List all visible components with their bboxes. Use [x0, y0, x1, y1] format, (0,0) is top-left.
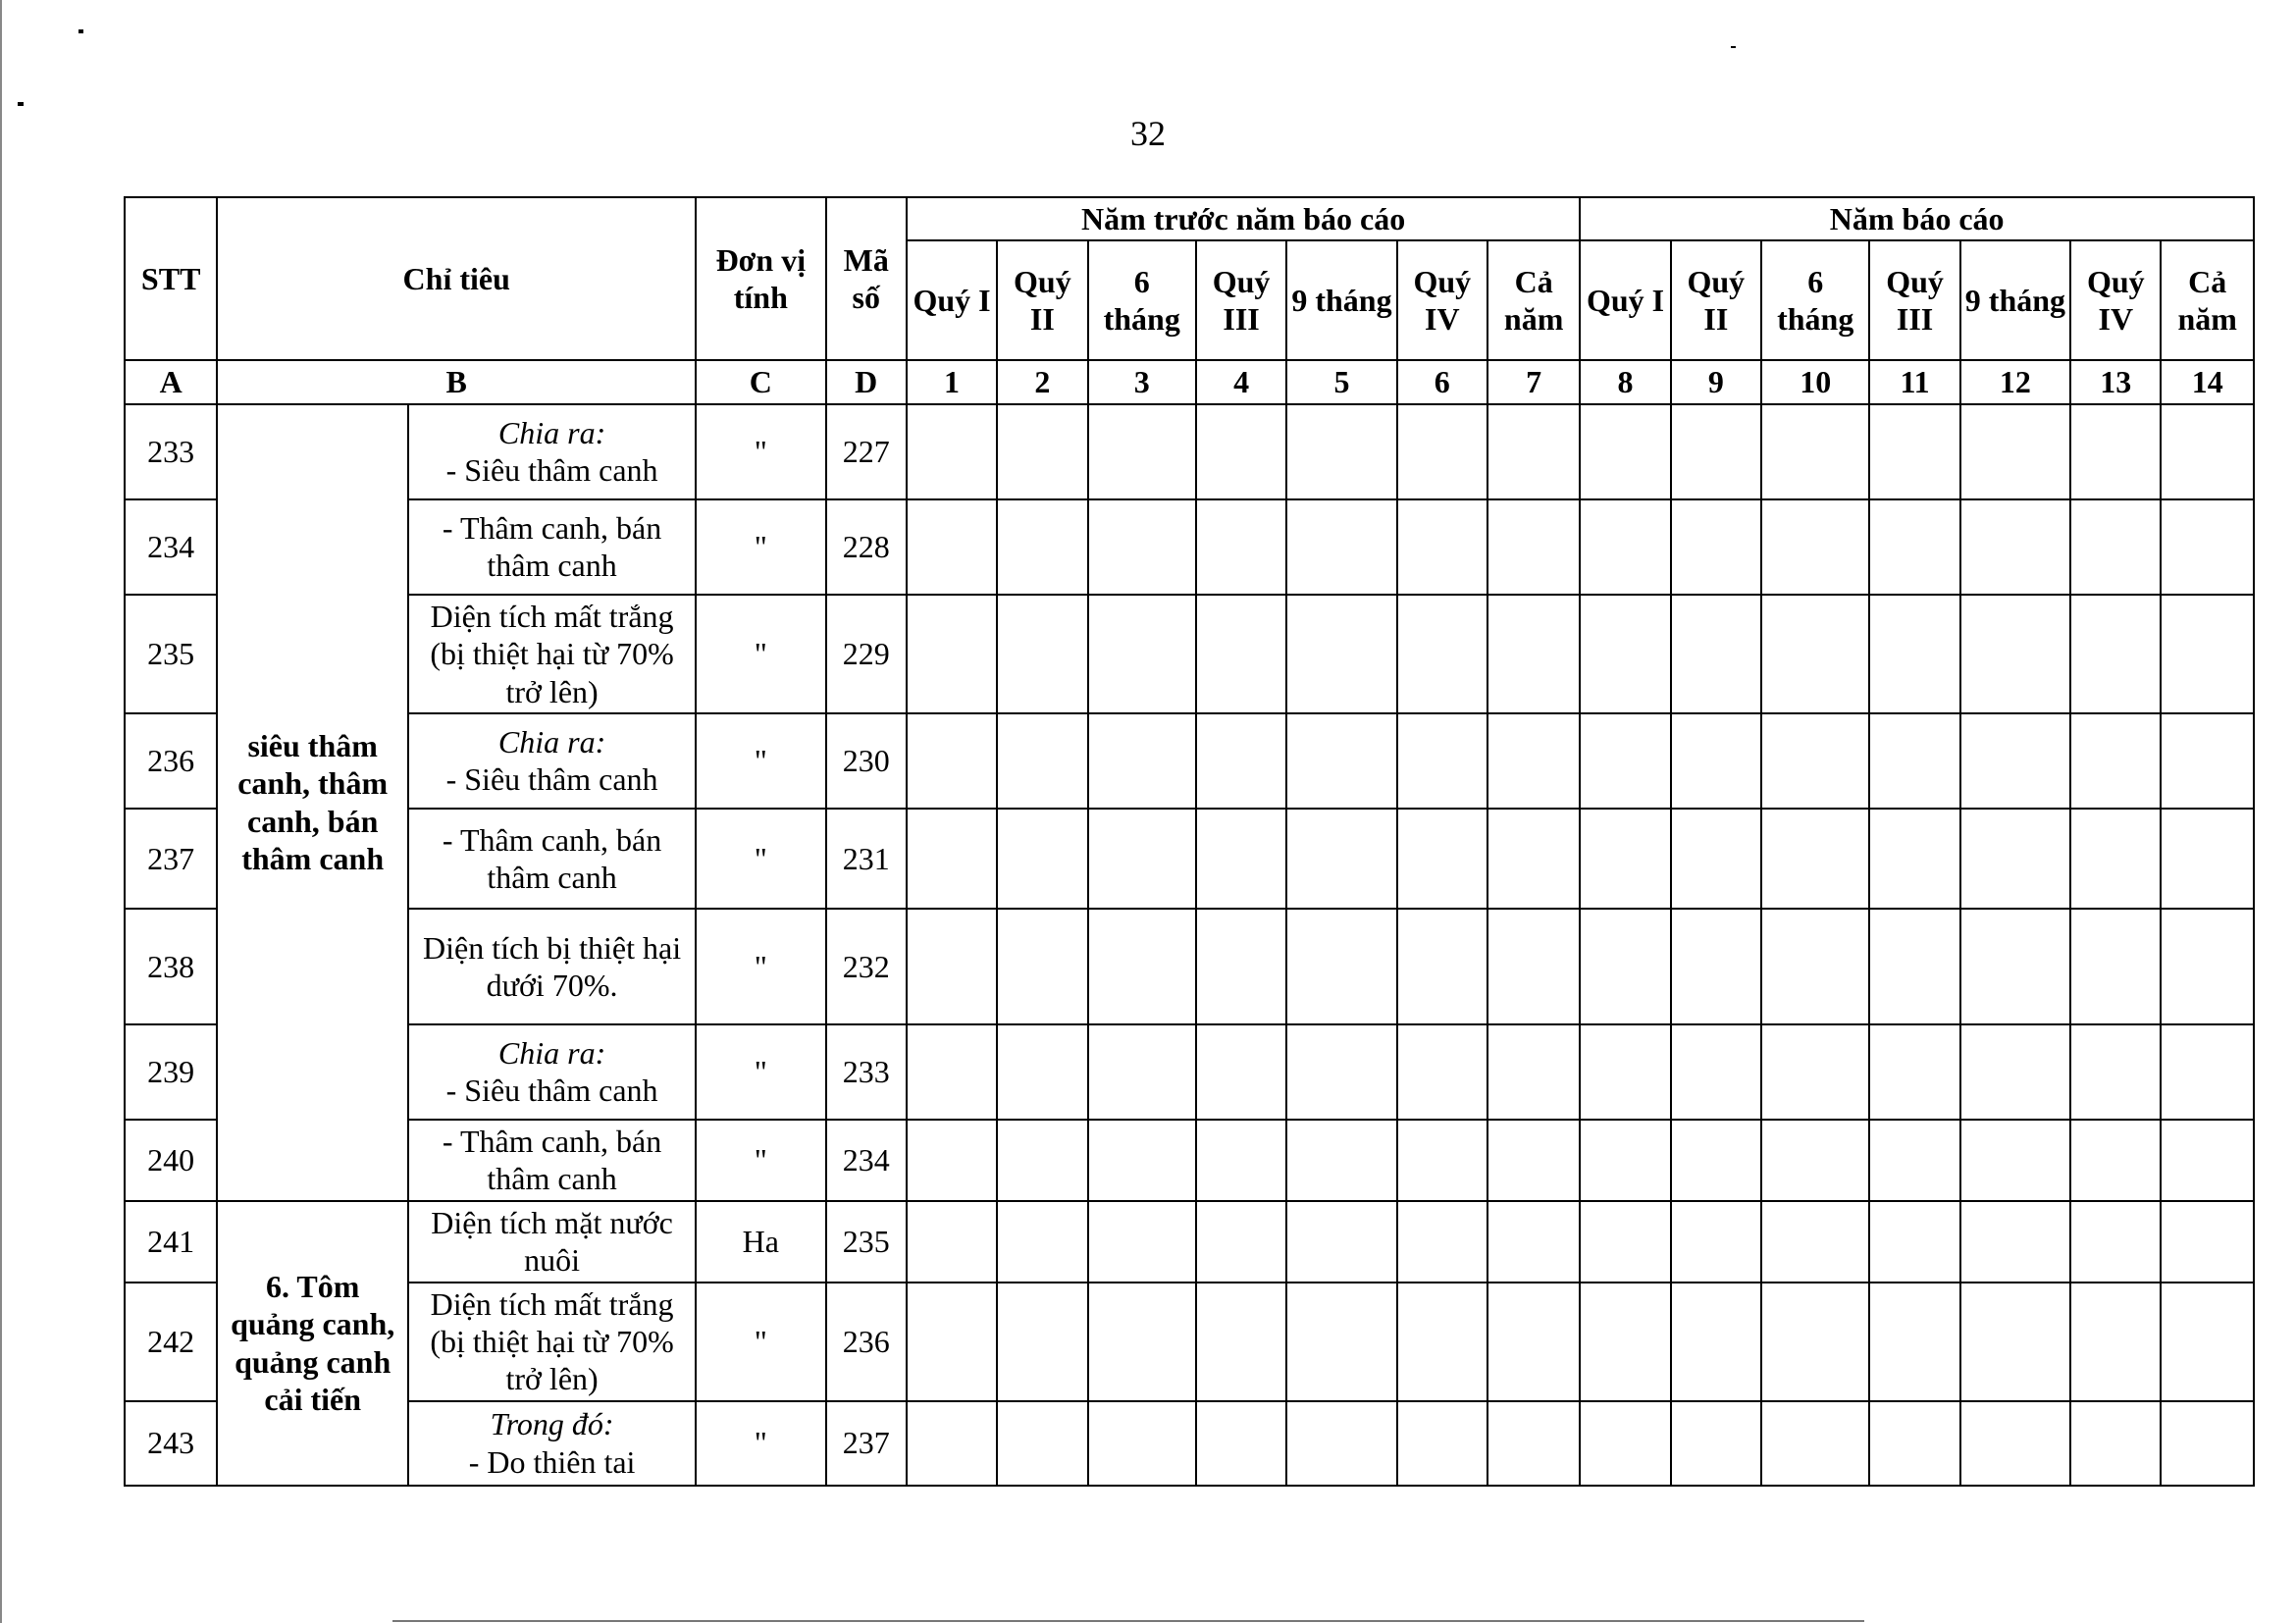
value-cell[interactable]: [1960, 1024, 2070, 1120]
value-cell[interactable]: [907, 1401, 997, 1486]
indicator-text: - Thâm canh, bán thâm canh: [442, 1123, 662, 1197]
value-cell[interactable]: [1286, 404, 1396, 499]
value-cell[interactable]: [1196, 909, 1286, 1024]
value-cell[interactable]: [1397, 404, 1487, 499]
value-cell[interactable]: [1580, 499, 1670, 595]
row-code: 230: [826, 713, 907, 809]
value-cell[interactable]: [1397, 1401, 1487, 1486]
group-label: siêu thâm canh, thâm canh, bán thâm canh: [217, 404, 408, 1201]
row-unit: ": [696, 595, 825, 713]
value-cell[interactable]: [1088, 1283, 1196, 1401]
header-period: Quý II: [997, 240, 1087, 360]
row-stt: 241: [125, 1201, 217, 1283]
value-cell[interactable]: [1487, 909, 1580, 1024]
value-cell[interactable]: [1487, 1201, 1580, 1283]
value-cell[interactable]: [907, 713, 997, 809]
value-cell[interactable]: [1196, 809, 1286, 909]
indicator-text: - Thâm canh, bán thâm canh: [442, 509, 662, 584]
row-stt: 242: [125, 1283, 217, 1401]
table-row: [125, 404, 2254, 499]
value-cell[interactable]: [1088, 909, 1196, 1024]
value-cell[interactable]: [1869, 1283, 1959, 1401]
value-cell[interactable]: [907, 404, 997, 499]
indicator-text: Diện tích mất trắng (bị thiệt hại từ 70% trở lên): [430, 1285, 674, 1397]
value-cell[interactable]: [1761, 1024, 1869, 1120]
value-cell[interactable]: [1869, 909, 1959, 1024]
value-cell[interactable]: [1761, 1283, 1869, 1401]
value-cell[interactable]: [2161, 1024, 2254, 1120]
value-cell[interactable]: [1196, 1401, 1286, 1486]
value-cell[interactable]: [1397, 1120, 1487, 1201]
row-code: 227: [826, 404, 907, 499]
value-cell[interactable]: [1487, 1283, 1580, 1401]
value-cell[interactable]: [907, 1024, 997, 1120]
row-unit: ": [696, 1024, 825, 1120]
value-cell[interactable]: [1487, 1401, 1580, 1486]
value-cell[interactable]: [1088, 1201, 1196, 1283]
value-cell[interactable]: [1397, 809, 1487, 909]
value-cell[interactable]: [1960, 595, 2070, 713]
row-indicator: [408, 1283, 696, 1401]
value-cell[interactable]: [2161, 809, 2254, 909]
value-cell[interactable]: [997, 713, 1087, 809]
value-cell[interactable]: [1671, 1283, 1761, 1401]
value-cell[interactable]: [1869, 499, 1959, 595]
row-unit: ": [696, 1283, 825, 1401]
value-cell[interactable]: [2161, 499, 2254, 595]
header-period: Quý IV: [1397, 240, 1487, 360]
header-period: 6 tháng: [1761, 240, 1869, 360]
row-code: 237: [826, 1401, 907, 1486]
header-period: Quý I: [907, 240, 997, 360]
value-cell[interactable]: [2070, 1201, 2161, 1283]
value-cell[interactable]: [1196, 1283, 1286, 1401]
value-cell[interactable]: [1196, 713, 1286, 809]
value-cell[interactable]: [1286, 595, 1396, 713]
value-cell[interactable]: [1487, 713, 1580, 809]
column-letter: C: [696, 360, 825, 403]
value-cell[interactable]: [1286, 1401, 1396, 1486]
column-letter: 10: [1761, 360, 1869, 403]
value-cell[interactable]: [1761, 595, 1869, 713]
row-indicator: [408, 713, 696, 809]
row-unit: Ha: [696, 1201, 825, 1283]
row-indicator: [408, 404, 696, 499]
value-cell[interactable]: [1286, 499, 1396, 595]
value-cell[interactable]: [1088, 713, 1196, 809]
value-cell[interactable]: [907, 1120, 997, 1201]
header-period: Cả năm: [1487, 240, 1580, 360]
value-cell[interactable]: [1196, 1201, 1286, 1283]
row-indicator: [408, 809, 696, 909]
value-cell[interactable]: [1671, 595, 1761, 713]
value-cell[interactable]: [1487, 499, 1580, 595]
indicator-text: Diện tích bị thiệt hại dưới 70%.: [423, 929, 682, 1003]
value-cell[interactable]: [997, 1120, 1087, 1201]
column-letter: 1: [907, 360, 997, 403]
value-cell[interactable]: [997, 909, 1087, 1024]
value-cell[interactable]: [1869, 1024, 1959, 1120]
row-stt: 238: [125, 909, 217, 1024]
value-cell[interactable]: [1196, 595, 1286, 713]
value-cell[interactable]: [2161, 1120, 2254, 1201]
indicator-text: - Siêu thâm canh: [445, 1073, 658, 1109]
header-period: Quý II: [1671, 240, 1761, 360]
value-cell[interactable]: [1671, 1120, 1761, 1201]
header-stt: STT: [125, 197, 217, 360]
value-cell[interactable]: [1088, 499, 1196, 595]
value-cell[interactable]: [1286, 809, 1396, 909]
group-label: 6. Tôm quảng canh, quảng canh cải tiến: [217, 1201, 408, 1486]
value-cell[interactable]: [1869, 1120, 1959, 1201]
row-indicator: [408, 909, 696, 1024]
value-cell[interactable]: [1580, 1024, 1670, 1120]
table-row: [125, 499, 2254, 595]
value-cell[interactable]: [2070, 1120, 2161, 1201]
value-cell[interactable]: [1580, 1401, 1670, 1486]
column-letter: 9: [1671, 360, 1761, 403]
indicator-text: Diện tích mất trắng (bị thiệt hại từ 70% trở lên): [430, 598, 674, 709]
value-cell[interactable]: [1580, 1283, 1670, 1401]
value-cell[interactable]: [1671, 1401, 1761, 1486]
header-chi-tieu: Chỉ tiêu: [217, 197, 696, 360]
value-cell[interactable]: [1869, 1201, 1959, 1283]
value-cell[interactable]: [1487, 1120, 1580, 1201]
value-cell[interactable]: [997, 404, 1087, 499]
value-cell[interactable]: [1286, 1024, 1396, 1120]
value-cell[interactable]: [1580, 404, 1670, 499]
scan-speck: [1731, 46, 1736, 48]
row-stt: 234: [125, 499, 217, 595]
value-cell[interactable]: [1196, 499, 1286, 595]
row-stt: 243: [125, 1401, 217, 1486]
scan-speck: [78, 29, 83, 33]
value-cell[interactable]: [1487, 595, 1580, 713]
row-stt: 237: [125, 809, 217, 909]
row-code: 231: [826, 809, 907, 909]
table-row: [125, 1283, 2254, 1401]
row-indicator: [408, 1120, 696, 1201]
value-cell[interactable]: [1960, 909, 2070, 1024]
value-cell[interactable]: [997, 809, 1087, 909]
row-code: 234: [826, 1120, 907, 1201]
value-cell[interactable]: [1671, 909, 1761, 1024]
value-cell[interactable]: [1960, 1201, 2070, 1283]
row-unit: ": [696, 404, 825, 499]
indicator-text: - Siêu thâm canh: [445, 761, 658, 798]
value-cell[interactable]: [1088, 1120, 1196, 1201]
table-row: [125, 713, 2254, 809]
row-indicator: [408, 499, 696, 595]
table-row: [125, 909, 2254, 1024]
header-period: Quý III: [1196, 240, 1286, 360]
table-row: [125, 1201, 2254, 1283]
value-cell[interactable]: [1761, 499, 1869, 595]
value-cell[interactable]: [1960, 1120, 2070, 1201]
value-cell[interactable]: [1286, 1120, 1396, 1201]
header-don-vi-tinh: Đơn vị tính: [696, 197, 825, 360]
row-indicator: [408, 1201, 696, 1283]
value-cell[interactable]: [1397, 595, 1487, 713]
value-cell[interactable]: [1671, 404, 1761, 499]
value-cell[interactable]: [1960, 809, 2070, 909]
value-cell[interactable]: [1088, 1024, 1196, 1120]
indicator-text: Diện tích mặt nước nuôi: [431, 1204, 673, 1279]
value-cell[interactable]: [2161, 595, 2254, 713]
value-cell[interactable]: [1196, 404, 1286, 499]
value-cell[interactable]: [1580, 1201, 1670, 1283]
value-cell[interactable]: [1397, 1201, 1487, 1283]
value-cell[interactable]: [2070, 1283, 2161, 1401]
value-cell[interactable]: [1671, 713, 1761, 809]
value-cell[interactable]: [1580, 809, 1670, 909]
indicator-intro: Chia ra:: [497, 414, 606, 450]
row-unit: ": [696, 499, 825, 595]
value-cell[interactable]: [1761, 1401, 1869, 1486]
value-cell[interactable]: [997, 1024, 1087, 1120]
value-cell[interactable]: [2161, 1201, 2254, 1283]
column-letter: 6: [1397, 360, 1487, 403]
column-letter: 13: [2070, 360, 2161, 403]
row-code: 235: [826, 1201, 907, 1283]
value-cell[interactable]: [997, 595, 1087, 713]
value-cell[interactable]: [907, 1283, 997, 1401]
indicator-text: - Thâm canh, bán thâm canh: [442, 821, 662, 895]
value-cell[interactable]: [1761, 909, 1869, 1024]
value-cell[interactable]: [1960, 1283, 2070, 1401]
value-cell[interactable]: [1397, 1283, 1487, 1401]
indicator-intro: Chia ra:: [497, 724, 606, 760]
value-cell[interactable]: [1869, 713, 1959, 809]
header-period: 9 tháng: [1960, 240, 2070, 360]
column-letter: 2: [997, 360, 1087, 403]
value-cell[interactable]: [1286, 909, 1396, 1024]
value-cell[interactable]: [2070, 1401, 2161, 1486]
header-period: Quý III: [1869, 240, 1959, 360]
column-letter: 12: [1960, 360, 2070, 403]
column-letter: D: [826, 360, 907, 403]
value-cell[interactable]: [1397, 713, 1487, 809]
value-cell[interactable]: [1580, 595, 1670, 713]
header-period: Quý IV: [2070, 240, 2161, 360]
value-cell[interactable]: [907, 909, 997, 1024]
column-letter: 4: [1196, 360, 1286, 403]
value-cell[interactable]: [907, 595, 997, 713]
value-cell[interactable]: [1487, 809, 1580, 909]
value-cell[interactable]: [2161, 404, 2254, 499]
value-cell[interactable]: [1088, 809, 1196, 909]
row-unit: ": [696, 809, 825, 909]
value-cell[interactable]: [1397, 1024, 1487, 1120]
column-letter: 11: [1869, 360, 1959, 403]
value-cell[interactable]: [1869, 809, 1959, 909]
value-cell[interactable]: [1397, 499, 1487, 595]
header-report-year: Năm báo cáo: [1580, 197, 2254, 240]
column-letter: B: [217, 360, 696, 403]
value-cell[interactable]: [1196, 1120, 1286, 1201]
value-cell[interactable]: [1671, 1201, 1761, 1283]
value-cell[interactable]: [1761, 1201, 1869, 1283]
value-cell[interactable]: [1286, 713, 1396, 809]
value-cell[interactable]: [997, 1401, 1087, 1486]
row-indicator: [408, 1024, 696, 1120]
value-cell[interactable]: [1487, 1024, 1580, 1120]
table-row: [125, 595, 2254, 713]
row-stt: 236: [125, 713, 217, 809]
value-cell[interactable]: [2161, 1401, 2254, 1486]
header-period: 9 tháng: [1286, 240, 1396, 360]
row-indicator: [408, 1401, 696, 1486]
value-cell[interactable]: [997, 1283, 1087, 1401]
value-cell[interactable]: [1869, 1401, 1959, 1486]
row-stt: 233: [125, 404, 217, 499]
value-cell[interactable]: [1761, 809, 1869, 909]
report-table: [124, 196, 2255, 1487]
scan-left-edge: [0, 0, 2, 1623]
value-cell[interactable]: [997, 499, 1087, 595]
value-cell[interactable]: [1960, 499, 2070, 595]
value-cell[interactable]: [2070, 404, 2161, 499]
row-unit: ": [696, 713, 825, 809]
scan-bottom-rule: [392, 1620, 1864, 1622]
value-cell[interactable]: [1286, 1201, 1396, 1283]
indicator-intro: Chia ra:: [497, 1035, 606, 1072]
value-cell[interactable]: [2070, 595, 2161, 713]
value-cell[interactable]: [2070, 713, 2161, 809]
row-code: 232: [826, 909, 907, 1024]
table-body: [125, 404, 2254, 1486]
table-row: [125, 809, 2254, 909]
value-cell[interactable]: [1286, 1283, 1396, 1401]
value-cell[interactable]: [1487, 404, 1580, 499]
row-code: 236: [826, 1283, 907, 1401]
value-cell[interactable]: [1088, 404, 1196, 499]
column-letter: 7: [1487, 360, 1580, 403]
value-cell[interactable]: [1580, 1120, 1670, 1201]
header-period: 6 tháng: [1088, 240, 1196, 360]
value-cell[interactable]: [1088, 595, 1196, 713]
value-cell[interactable]: [1671, 499, 1761, 595]
column-letter: 14: [2161, 360, 2254, 403]
row-unit: ": [696, 1120, 825, 1201]
value-cell[interactable]: [1196, 1024, 1286, 1120]
value-cell[interactable]: [907, 1201, 997, 1283]
row-code: 229: [826, 595, 907, 713]
value-cell[interactable]: [1671, 1024, 1761, 1120]
header-ma-so: Mã số: [826, 197, 907, 360]
value-cell[interactable]: [2161, 909, 2254, 1024]
column-letter: 8: [1580, 360, 1670, 403]
value-cell[interactable]: [1088, 1401, 1196, 1486]
indicator-intro: Trong đó:: [490, 1406, 614, 1442]
page-number: 32: [1130, 114, 1166, 153]
scan-speck: [18, 102, 24, 106]
column-letter: 3: [1088, 360, 1196, 403]
value-cell[interactable]: [997, 1201, 1087, 1283]
row-code: 233: [826, 1024, 907, 1120]
indicator-text: - Siêu thâm canh: [445, 452, 658, 489]
value-cell[interactable]: [907, 499, 997, 595]
value-cell[interactable]: [907, 809, 997, 909]
column-letter: A: [125, 360, 217, 403]
value-cell[interactable]: [1960, 713, 2070, 809]
value-cell[interactable]: [1960, 404, 2070, 499]
value-cell[interactable]: [1580, 909, 1670, 1024]
table-row: [125, 1024, 2254, 1120]
row-indicator: [408, 595, 696, 713]
row-stt: 240: [125, 1120, 217, 1201]
row-unit: ": [696, 1401, 825, 1486]
value-cell[interactable]: [1761, 1120, 1869, 1201]
value-cell[interactable]: [1397, 909, 1487, 1024]
value-cell[interactable]: [2161, 713, 2254, 809]
value-cell[interactable]: [1869, 595, 1959, 713]
header-prev-year: Năm trước năm báo cáo: [907, 197, 1580, 240]
header-period: Cả năm: [2161, 240, 2254, 360]
value-cell[interactable]: [1761, 713, 1869, 809]
value-cell[interactable]: [1580, 713, 1670, 809]
table-row: [125, 1120, 2254, 1201]
value-cell[interactable]: [1671, 809, 1761, 909]
table-row: [125, 1401, 2254, 1486]
value-cell[interactable]: [2161, 1283, 2254, 1401]
value-cell[interactable]: [2070, 909, 2161, 1024]
row-stt: 235: [125, 595, 217, 713]
value-cell[interactable]: [1960, 1401, 2070, 1486]
value-cell[interactable]: [1761, 404, 1869, 499]
value-cell[interactable]: [2070, 809, 2161, 909]
value-cell[interactable]: [2070, 499, 2161, 595]
row-stt: 239: [125, 1024, 217, 1120]
value-cell[interactable]: [1869, 404, 1959, 499]
indicator-text: - Do thiên tai: [468, 1443, 636, 1480]
column-letter: 5: [1286, 360, 1396, 403]
value-cell[interactable]: [2070, 1024, 2161, 1120]
row-unit: ": [696, 909, 825, 1024]
row-code: 228: [826, 499, 907, 595]
header-period: Quý I: [1580, 240, 1670, 360]
